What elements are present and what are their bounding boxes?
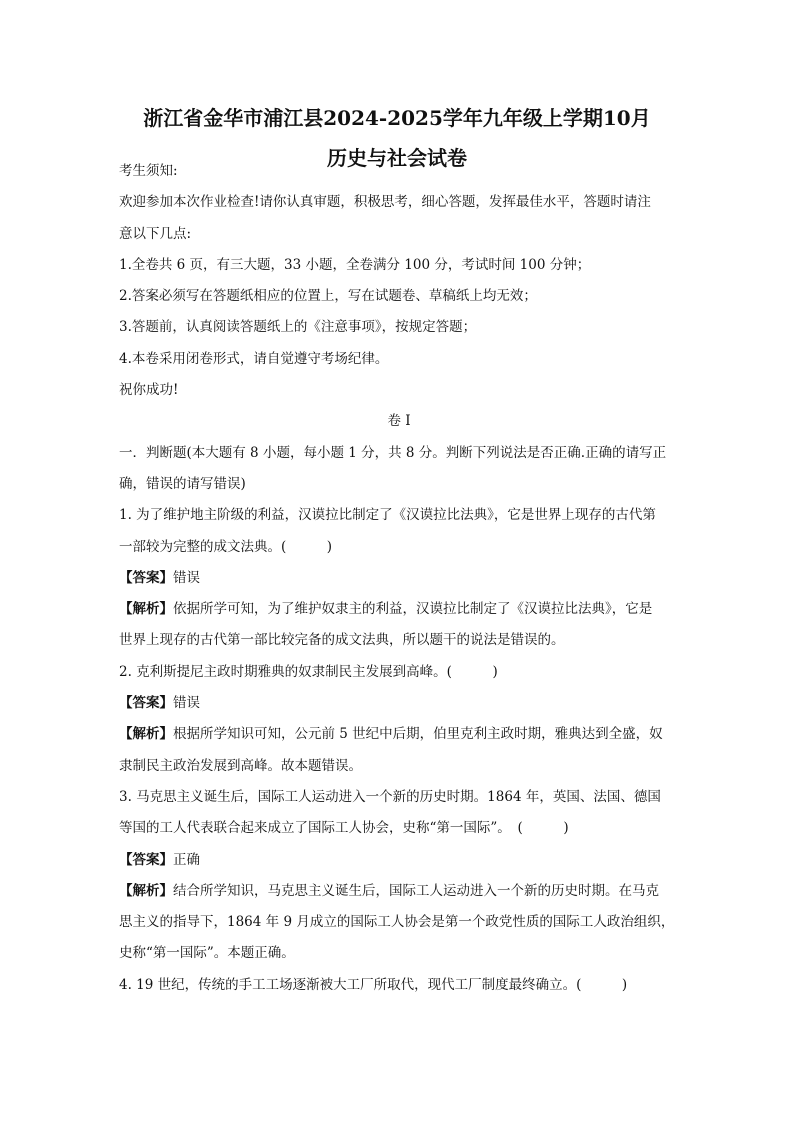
question-1-line2: 一部较为完整的成文法典。( ) <box>119 538 333 555</box>
answer-value: 错误 <box>173 569 200 586</box>
notice-intro-line2: 意以下几点: <box>119 225 192 242</box>
question-2-analysis-line1 <box>119 719 679 750</box>
question-3-analysis-line1 <box>119 876 679 907</box>
exam-title-line2: 历史与社会试卷 <box>327 146 467 170</box>
question-1-analysis-line2: 世界上现存的古代第一部比较完备的成文法典，所以题干的说法是错误的。 <box>119 632 565 649</box>
question-1-answer <box>119 563 679 594</box>
analysis-tag: 【解析】 <box>119 601 173 618</box>
question-2-line1: 2. 克利斯提尼主政时期雅典的奴隶制民主发展到高峰。( ) <box>119 663 498 680</box>
notice-intro-line1: 欢迎参加本次作业检查!请你认真审题，积极思考，细心答题，发挥最佳水平，答题时请注 <box>119 194 651 211</box>
analysis-text: 结合所学知识，马克思主义诞生后，国际工人运动进入一个新的历史时期。在马克 <box>173 882 659 899</box>
analysis-text: 依据所学可知，为了维护奴隶主的利益，汉谟拉比制定了《汉谟拉比法典》，它是 <box>173 601 653 618</box>
question-1-analysis-line1 <box>119 594 679 625</box>
answer-tag: 【答案】 <box>119 695 173 712</box>
volume-label: 卷 I <box>387 413 411 430</box>
question-3-analysis-line3: 史称“第一国际”。本题正确。 <box>119 945 295 962</box>
analysis-tag: 【解析】 <box>119 882 173 899</box>
notice-closing: 祝你成功! <box>119 382 179 399</box>
question-2-answer <box>119 688 679 719</box>
answer-tag: 【答案】 <box>119 851 173 868</box>
question-3-answer <box>119 845 679 876</box>
analysis-tag: 【解析】 <box>119 726 173 743</box>
notice-item-2: 2.答案必须写在答题纸相应的位置上，写在试题卷、草稿纸上均无效； <box>119 288 537 305</box>
question-3-line1: 3. 马克思主义诞生后，国际工人运动进入一个新的历史时期。1864 年，英国、法国、德国 <box>119 788 661 805</box>
section-heading-line1: 一．判断题(本大题有 8 小题，每小题 1 分，共 8 分。判断下列说法是否正确.正确的请写正 <box>119 444 667 461</box>
section-heading-line2: 确，错误的请写错误) <box>119 475 246 492</box>
question-4-line1: 4. 19 世纪，传统的手工工场逐渐被大工厂所取代，现代工厂制度最终确立。( ) <box>119 976 628 993</box>
notice-item-4: 4.本卷采用闭卷形式，请自觉遵守考场纪律。 <box>119 350 389 367</box>
answer-tag: 【答案】 <box>119 569 173 586</box>
exam-title-line1: 浙江省金华市浦江县2024-2025学年九年级上学期10月 <box>143 106 651 130</box>
answer-value: 正确 <box>173 851 200 868</box>
analysis-text: 根据所学知识可知，公元前 5 世纪中后期，伯里克利主政时期，雅典达到全盛，奴 <box>173 726 663 743</box>
question-3-line2: 等国的工人代表联合起来成立了国际工人协会，史称“第一国际”。 ( ) <box>119 820 569 837</box>
question-2-analysis-line2: 隶制民主政治发展到高峰。故本题错误。 <box>119 757 362 774</box>
question-3-analysis-line2: 思主义的指导下，1864 年 9 月成立的国际工人协会是第一个政党性质的国际工人政治组织， <box>119 914 675 931</box>
notice-item-1: 1.全卷共 6 页，有三大题，33 小题，全卷满分 100 分，考试时间 100 分钟； <box>119 256 591 273</box>
question-1-line1: 1. 为了维护地主阶级的利益，汉谟拉比制定了《汉谟拉比法典》，它是世界上现存的古代第 <box>119 507 656 524</box>
notice-item-3: 3.答题前，认真阅读答题纸上的《注意事项》，按规定答题； <box>119 319 477 336</box>
document-body <box>119 156 679 1001</box>
answer-value: 错误 <box>173 695 200 712</box>
notice-heading: 考生须知: <box>119 163 178 179</box>
